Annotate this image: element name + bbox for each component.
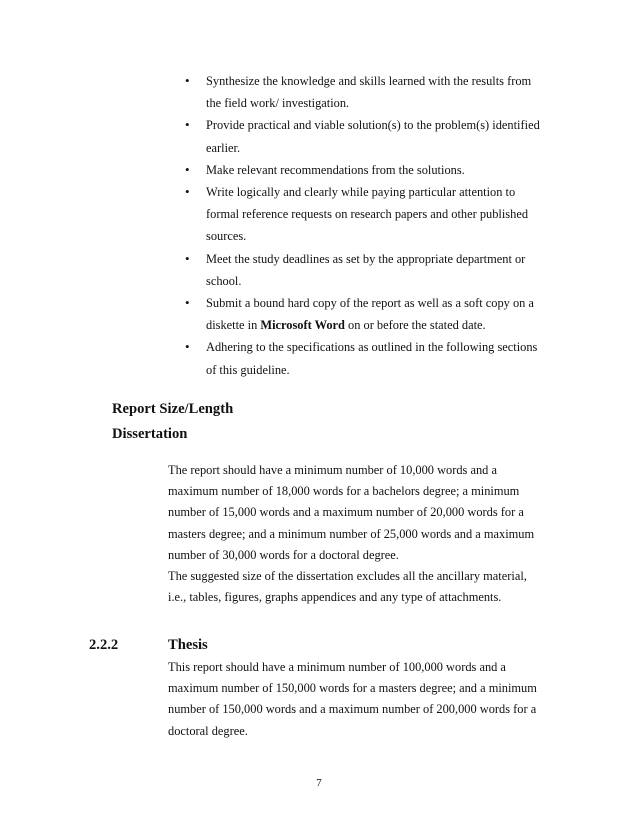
bullet-item <box>183 70 563 114</box>
requirements-bullet-list <box>183 70 563 381</box>
bullet-text: Adhering to the specifications as outlined in the following sections of this guideline. <box>206 340 538 377</box>
report-size-heading: Report Size/Length <box>112 401 234 417</box>
microsoft-word-emphasis: Microsoft Word <box>260 318 345 333</box>
bullet-icon: • <box>185 339 190 355</box>
bullet-item <box>183 114 563 158</box>
thesis-paragraph: This report should have a minimum number of 100,000 words and a maximum number of 150,000 words for a masters degree; and a minimum number of 150,000 words and a maximum number of 200,000 words for a doctoral degree. <box>168 660 537 738</box>
bullet-icon: • <box>185 250 190 266</box>
thesis-heading: Thesis <box>168 637 208 653</box>
bullet-item <box>183 159 563 181</box>
bullet-text: Provide practical and viable solution(s) to the problem(s) identified earlier. <box>206 118 540 155</box>
bullet-text: Submit a bound hard copy of the report as well as a soft copy on a diskette in Microsoft Word on or before the stated date. <box>206 296 534 333</box>
bullet-text: Meet the study deadlines as set by the appropriate department or school. <box>206 251 526 288</box>
bullet-item <box>183 248 563 292</box>
bullet-icon: • <box>185 117 190 133</box>
dissertation-paragraph: The report should have a minimum number of 10,000 words and a maximum number of 18,000 words for a bachelors degree; a minimum number of 15,000 words and a maximum number of 20,000 words for a masters degree; and a minimum number of 25,000 words and a maximum number of 30,000 words for a doctoral degree. The suggested size of the dissertation excludes all the ancillary material, i.e., tables, figures, graphs appendices and any type of attachments. <box>168 463 535 605</box>
bullet-icon: • <box>185 161 190 177</box>
bullet-text: Write logically and clearly while paying particular attention to formal reference requests on research papers and other published sources. <box>206 185 529 244</box>
bullet-icon: • <box>185 184 190 200</box>
page-number: 7 <box>316 777 322 789</box>
bullet-icon: • <box>185 295 190 311</box>
bullet-item <box>183 181 563 248</box>
bullet-text: Make relevant recommendations from the solutions. <box>206 162 465 177</box>
section-number: 2.2.2 <box>89 637 119 653</box>
dissertation-heading: Dissertation <box>112 426 188 442</box>
bullet-item <box>183 292 563 336</box>
bullet-icon: • <box>185 73 190 88</box>
bullet-item <box>183 336 563 380</box>
bullet-text: Synthesize the knowledge and skills learned with the results from the field work/ investigation. <box>206 74 532 111</box>
